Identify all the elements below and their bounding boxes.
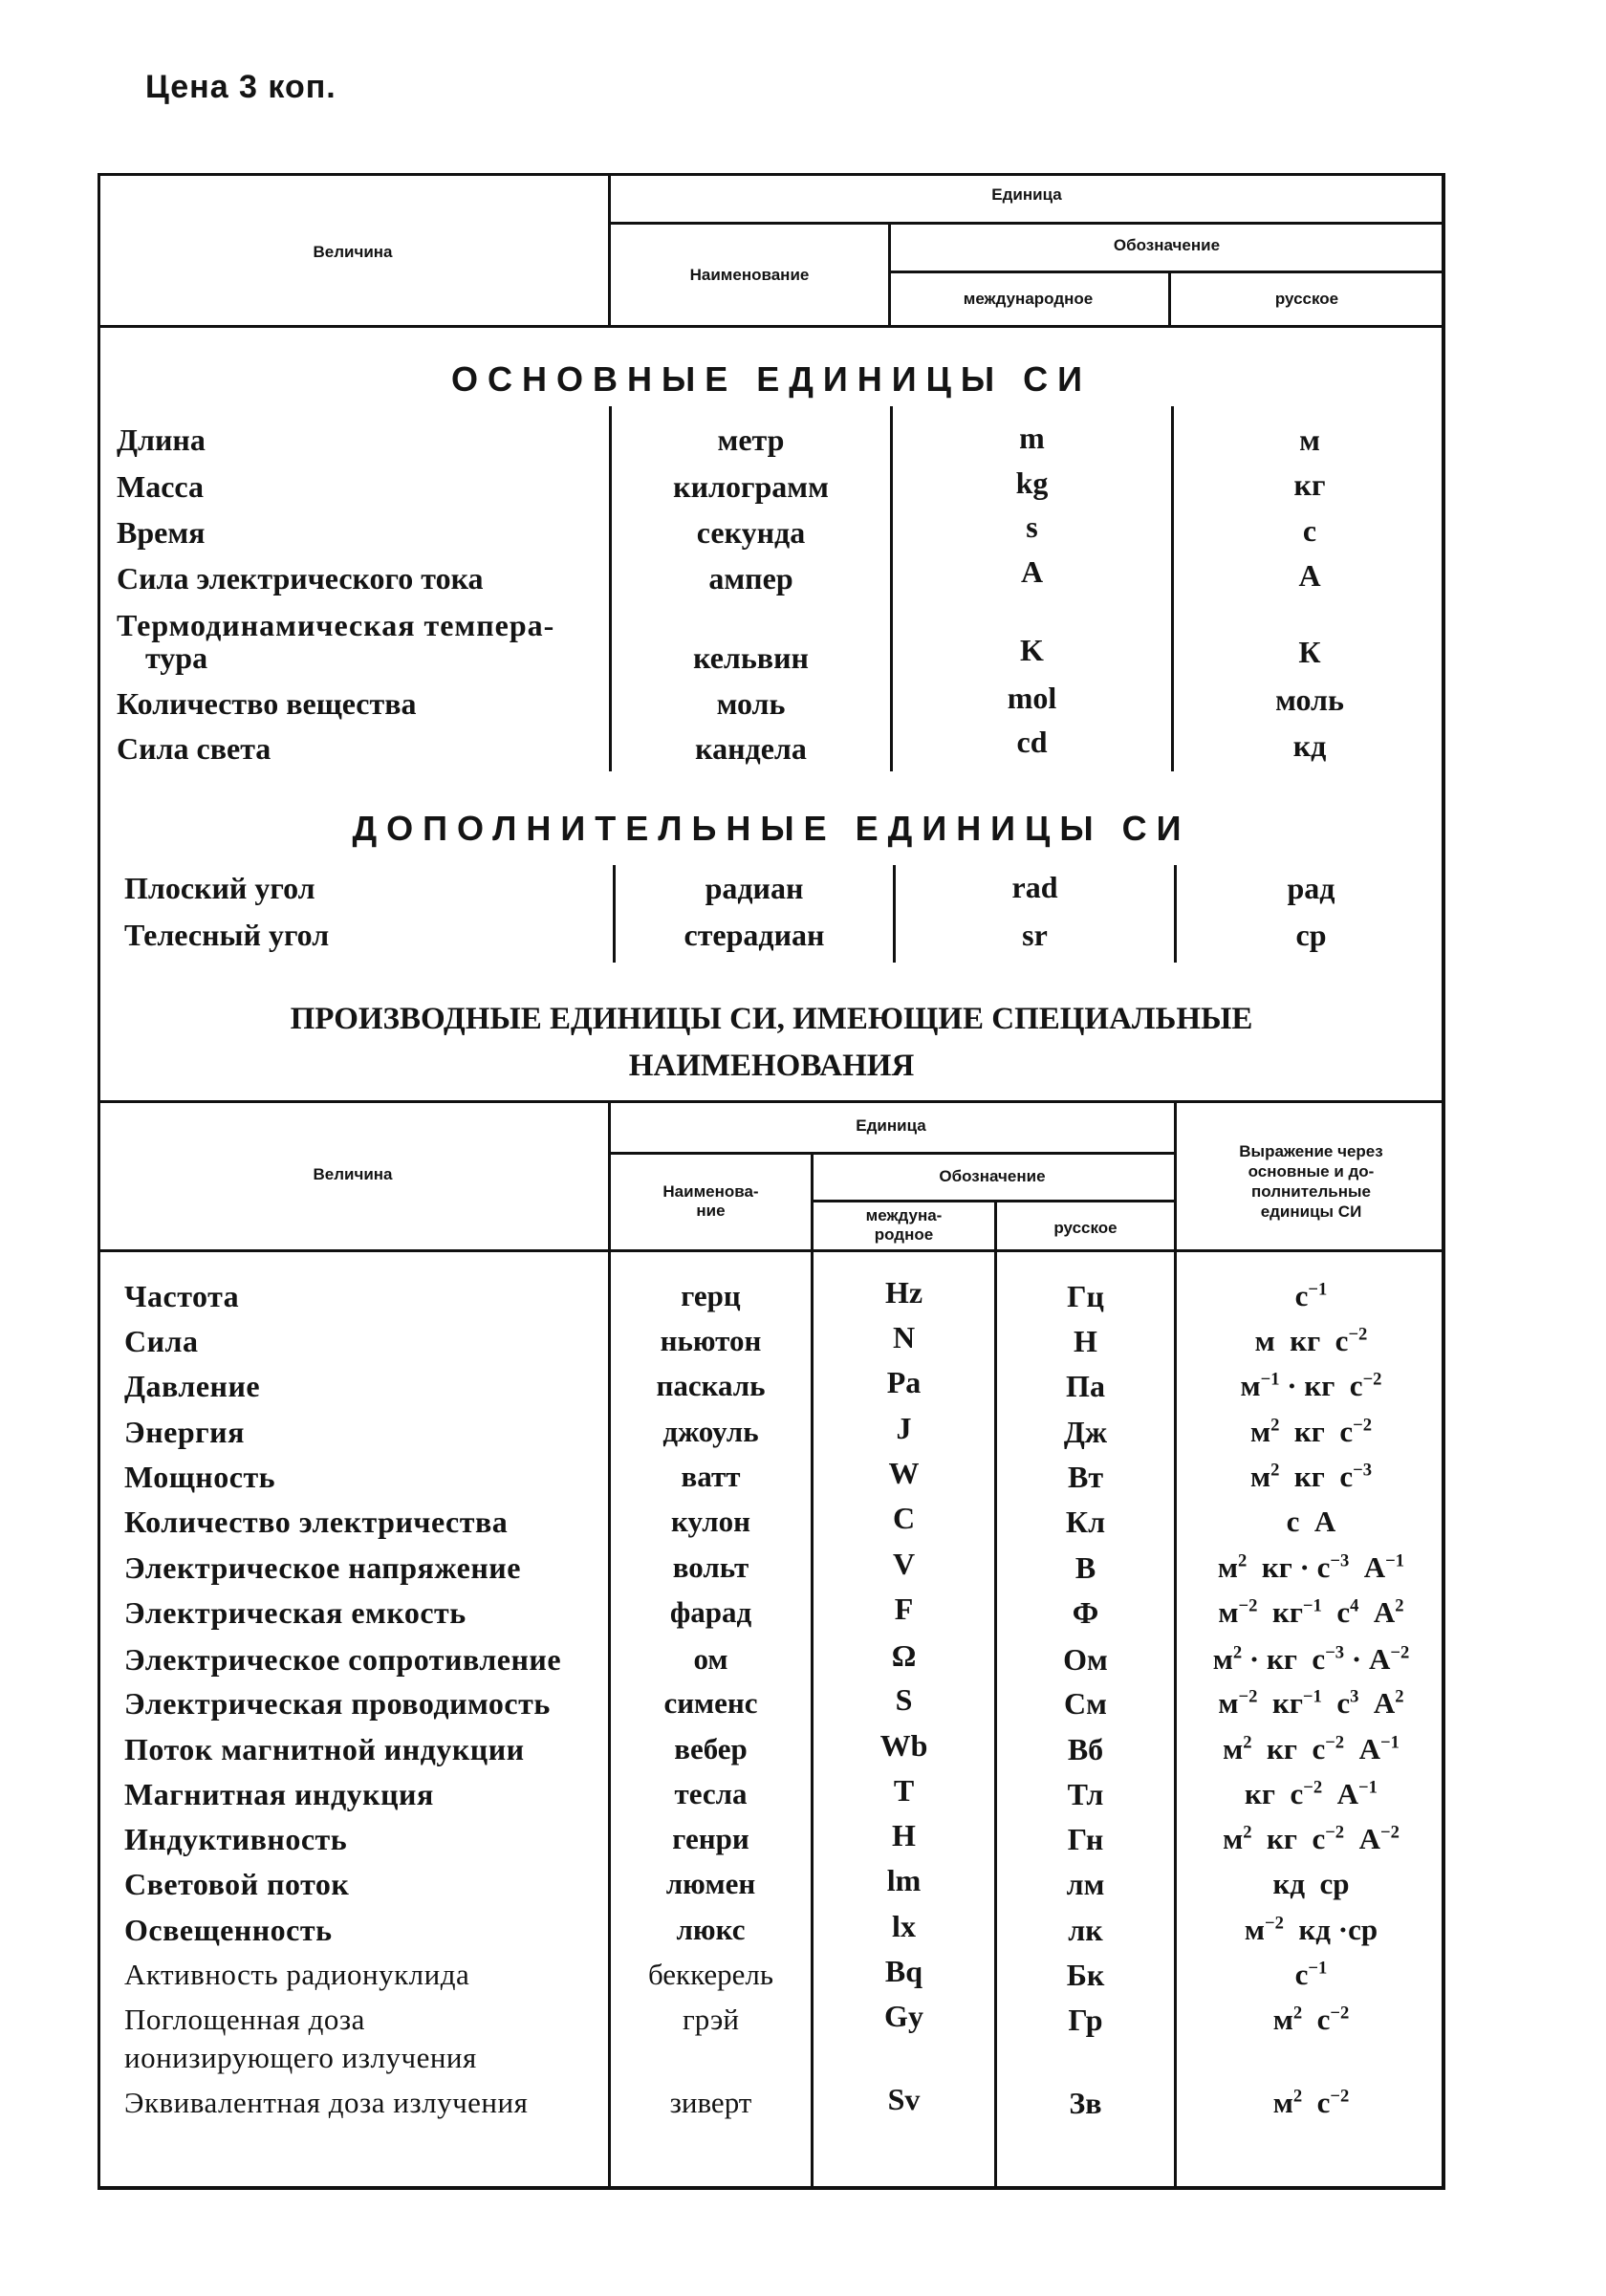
table-row-expression: $м^2$ · кг $с^{-3} \cdot А^{-2}$: [1212, 1642, 1410, 1676]
table-row-rus: Вб: [1067, 1732, 1104, 1766]
table-row-intl: kg: [1015, 466, 1049, 500]
table-row-expression: $м^2$ кг · $с^{-3}$ $А^{-1}$: [1217, 1550, 1405, 1584]
table-row-rus: Тл: [1067, 1777, 1104, 1811]
table-row-quantity: Сила: [124, 1324, 199, 1358]
table-row-quantity: Освещенность: [124, 1913, 333, 1947]
table-row-quantity: Магнитная индукция: [124, 1777, 434, 1811]
table-row-rus: моль: [1275, 682, 1344, 717]
table-row-quantity: Количество электричества: [124, 1505, 509, 1539]
table-row-quantity: Индуктивность: [124, 1822, 348, 1856]
table-row-name: грэй: [683, 2003, 739, 2036]
table-row-quantity-cont: ионизирующего излучения: [124, 2041, 477, 2074]
table-row-name: кельвин: [693, 640, 809, 675]
table-row-quantity: Термодинамическая темпера-: [117, 608, 555, 642]
table-row-name: килограмм: [673, 469, 829, 504]
table-row-expression: $м^{-1}$ · кг $с^{-2}$: [1240, 1369, 1382, 1402]
table-row-name: ньютон: [660, 1324, 762, 1357]
table-row-quantity: Количество вещества: [117, 686, 417, 721]
table-row-name: сименс: [663, 1686, 758, 1720]
header1-international: международное: [963, 290, 1094, 308]
table-row-name: генри: [672, 1822, 749, 1855]
table-row-rus: Н: [1074, 1324, 1097, 1358]
header2-unit: Единица: [856, 1116, 926, 1135]
table-row-name: моль: [716, 686, 786, 721]
table-row-quantity: Энергия: [124, 1415, 245, 1449]
table-row-intl: Pa: [886, 1365, 922, 1399]
table-row-intl: Wb: [879, 1728, 928, 1763]
table-row-intl: mol: [1007, 681, 1057, 715]
table-row-name: герц: [681, 1279, 741, 1312]
table-row-expression: $с^{-1}$: [1294, 1958, 1328, 1991]
table-row-quantity-cont: тура: [145, 640, 208, 675]
table-row-name: беккерель: [647, 1958, 774, 1991]
table-row-intl: Ω: [891, 1638, 917, 1673]
table-row-rus: рад: [1287, 871, 1335, 905]
table-row-rus: лк: [1068, 1913, 1103, 1947]
table-row-rus: В: [1074, 1550, 1096, 1585]
table-row-rus: кг: [1293, 467, 1326, 502]
table-row-intl: m: [1019, 421, 1045, 455]
table-row-intl: W: [888, 1456, 920, 1490]
table-row-intl: lm: [886, 1863, 922, 1897]
table-row-rus: ср: [1295, 918, 1327, 952]
table-row-rus: См: [1064, 1686, 1107, 1721]
table-row-quantity: Телесный угол: [124, 918, 330, 952]
table-row-rus: лм: [1066, 1867, 1105, 1901]
table-row-expression: $м^2$ кг $с^{-2}$: [1249, 1415, 1373, 1448]
header2-expression: основные и до-: [1248, 1162, 1375, 1180]
table-row-intl: rad: [1011, 870, 1058, 904]
header2-expression: Выражение через: [1239, 1142, 1383, 1160]
table-row-quantity: Давление: [124, 1369, 261, 1403]
table-row-intl: N: [892, 1320, 916, 1354]
table-row-expression: $м^{-2}$ $кг^{-1}$ $с^4$ $А^2$: [1218, 1595, 1404, 1629]
table-row-expression: кг $с^{-2}$ $А^{-1}$: [1245, 1777, 1378, 1810]
table-row-expression: $м^2$ кг $с^{-2}$ $А^{-1}$: [1223, 1732, 1400, 1765]
table-row-rus: Гц: [1067, 1279, 1104, 1313]
table-row-intl: A: [1020, 554, 1044, 589]
table-row-name: вольт: [672, 1550, 749, 1584]
table-row-quantity: Электрическое сопротивление: [124, 1642, 562, 1677]
table-row-intl: C: [892, 1501, 916, 1535]
table-row-quantity: Поглощенная доза: [124, 2003, 365, 2036]
table-row-name: ом: [693, 1642, 728, 1676]
table-row-name: зиверт: [669, 2086, 752, 2119]
header1-divider: [608, 222, 1445, 225]
table-row-quantity: Длина: [117, 422, 206, 457]
table-row-expression: $м^2$ $с^{-2}$: [1272, 2003, 1350, 2036]
table-row-name: джоуль: [662, 1415, 759, 1448]
header1-unit: Единица: [991, 185, 1062, 204]
section-title-base: ОСНОВНЫЕ ЕДИНИЦЫ СИ: [450, 359, 1093, 399]
table-row-rus: м: [1299, 422, 1320, 457]
table-row-name: ампер: [708, 561, 793, 596]
table-row-quantity: Световой поток: [124, 1867, 350, 1901]
table-row-intl: J: [896, 1411, 912, 1445]
table-row-rus: Зв: [1069, 2086, 1102, 2120]
header2-top-rule: [98, 1100, 1445, 1103]
table-row-name: люкс: [676, 1913, 746, 1946]
table-row-intl: F: [894, 1592, 914, 1626]
section-title-supplementary: ДОПОЛНИТЕЛЬНЫЕ ЕДИНИЦЫ СИ: [352, 809, 1191, 848]
table-row-intl: cd: [1016, 725, 1048, 759]
table-row-name: стерадиан: [684, 918, 825, 952]
table-row-quantity: Плоский угол: [124, 871, 315, 905]
header1-bottom-rule: [98, 325, 1445, 328]
table-row-name: вебер: [674, 1732, 748, 1765]
table-row-name: паскаль: [656, 1369, 766, 1402]
header1-russian: русское: [1274, 290, 1339, 308]
table-row-expression: $м^2$ кг $с^{-3}$: [1249, 1460, 1373, 1493]
table-row-intl: Bq: [884, 1954, 923, 1988]
table-row-rus: Гн: [1067, 1822, 1104, 1856]
table-row-intl: s: [1026, 509, 1038, 544]
section-title-derived-cont: НАИМЕНОВАНИЯ: [628, 1049, 915, 1083]
table-row-rus: Гр: [1068, 2003, 1103, 2037]
table-row-quantity: Масса: [117, 469, 204, 504]
table-row-name: метр: [717, 422, 785, 457]
table-row-rus: Ф: [1072, 1595, 1099, 1630]
table-row-rus: Бк: [1066, 1958, 1105, 1992]
table-row-intl: T: [893, 1773, 915, 1808]
table-row-name: радиан: [705, 871, 804, 905]
header1-designation: Обозначение: [1113, 236, 1221, 254]
section-title-derived: ПРОИЗВОДНЫЕ ЕДИНИЦЫ СИ, ИМЕЮЩИЕ СПЕЦИАЛЬНЫЕ: [290, 1002, 1253, 1036]
table-row-expression: $м^{-2}$ кд ·ср: [1244, 1913, 1378, 1946]
table-row-quantity: Электрическое напряжение: [124, 1550, 521, 1585]
table-row-intl: K: [1020, 633, 1044, 667]
table-row-quantity: Время: [117, 515, 206, 550]
table-row-quantity: Частота: [124, 1279, 240, 1313]
table-row-expression: с А: [1286, 1505, 1336, 1538]
table-row-name: кулон: [671, 1505, 750, 1538]
header2-bottom-rule: [98, 1249, 1445, 1252]
table-row-quantity: Сила света: [117, 731, 271, 766]
header1-name: Наименование: [689, 266, 810, 284]
header2-international-cont: родное: [874, 1225, 934, 1244]
table-row-intl: S: [895, 1682, 913, 1717]
table-row-intl: Gy: [884, 1999, 923, 2033]
header2-divider: [608, 1152, 1174, 1155]
table-row-rus: А: [1298, 558, 1321, 593]
table-row-expression: $м^2$ кг $с^{-2}$ $А^{-2}$: [1223, 1822, 1400, 1855]
header2-russian: русское: [1053, 1219, 1118, 1237]
table-row-rus: Дж: [1063, 1415, 1108, 1449]
header1-divider: [888, 271, 1445, 273]
table-row-expression: м кг $с^{-2}$: [1254, 1324, 1368, 1357]
table-row-intl: lx: [892, 1909, 916, 1943]
table-row-intl: Sv: [887, 2082, 921, 2116]
header2-designation: Обозначение: [939, 1167, 1046, 1185]
table-row-name: кандела: [695, 731, 807, 766]
table-row-expression: $м^{-2}$ $кг^{-1}$ $с^3$ $А^2$: [1218, 1686, 1404, 1720]
table-row-quantity: Поток магнитной индукции: [124, 1732, 525, 1766]
table-row-intl: Hz: [884, 1275, 923, 1310]
table-row-rus: К: [1298, 635, 1321, 669]
table-row-rus: кд: [1292, 728, 1327, 763]
table-row-rus: Кл: [1065, 1505, 1106, 1539]
header2-expression: единицы СИ: [1260, 1202, 1362, 1221]
table-row-name: люмен: [665, 1867, 756, 1900]
table-row-expression: кд ср: [1272, 1867, 1350, 1900]
table-row-expression: $м^2$ $с^{-2}$: [1272, 2086, 1350, 2119]
table-row-quantity: Электрическая проводимость: [124, 1686, 551, 1721]
header2-name: Наименова-: [662, 1182, 759, 1201]
table-row-name: фарад: [669, 1595, 752, 1629]
header2-name-cont: ние: [696, 1202, 726, 1220]
header2-expression: полнительные: [1250, 1182, 1372, 1201]
table-row-quantity: Сила электрического тока: [117, 561, 484, 596]
table-row-name: ватт: [681, 1460, 741, 1493]
table-row-quantity: Активность радионуклида: [124, 1958, 470, 1991]
table-row-quantity: Эквивалентная доза излучения: [124, 2086, 529, 2119]
header2-divider: [811, 1200, 1174, 1202]
header2-international: междуна-: [865, 1206, 943, 1224]
table-row-rus: Вт: [1067, 1460, 1104, 1494]
header1-quantity: Величина: [313, 243, 393, 261]
table-row-rus: Па: [1066, 1369, 1105, 1403]
table-row-rus: с: [1302, 513, 1317, 548]
table-row-rus: Ом: [1063, 1642, 1108, 1677]
table-row-name: тесла: [674, 1777, 748, 1810]
table-row-quantity: Мощность: [124, 1460, 276, 1494]
table-row-name: секунда: [696, 515, 806, 550]
table-row-intl: sr: [1022, 918, 1048, 952]
table-row-quantity: Электрическая емкость: [124, 1595, 467, 1630]
header2-quantity: Величина: [313, 1165, 393, 1183]
table-row-intl: H: [892, 1818, 916, 1852]
table-row-expression: $с^{-1}$: [1294, 1279, 1328, 1312]
price-label: Цена 3 коп.: [145, 69, 336, 105]
table-row-intl: V: [892, 1547, 916, 1581]
